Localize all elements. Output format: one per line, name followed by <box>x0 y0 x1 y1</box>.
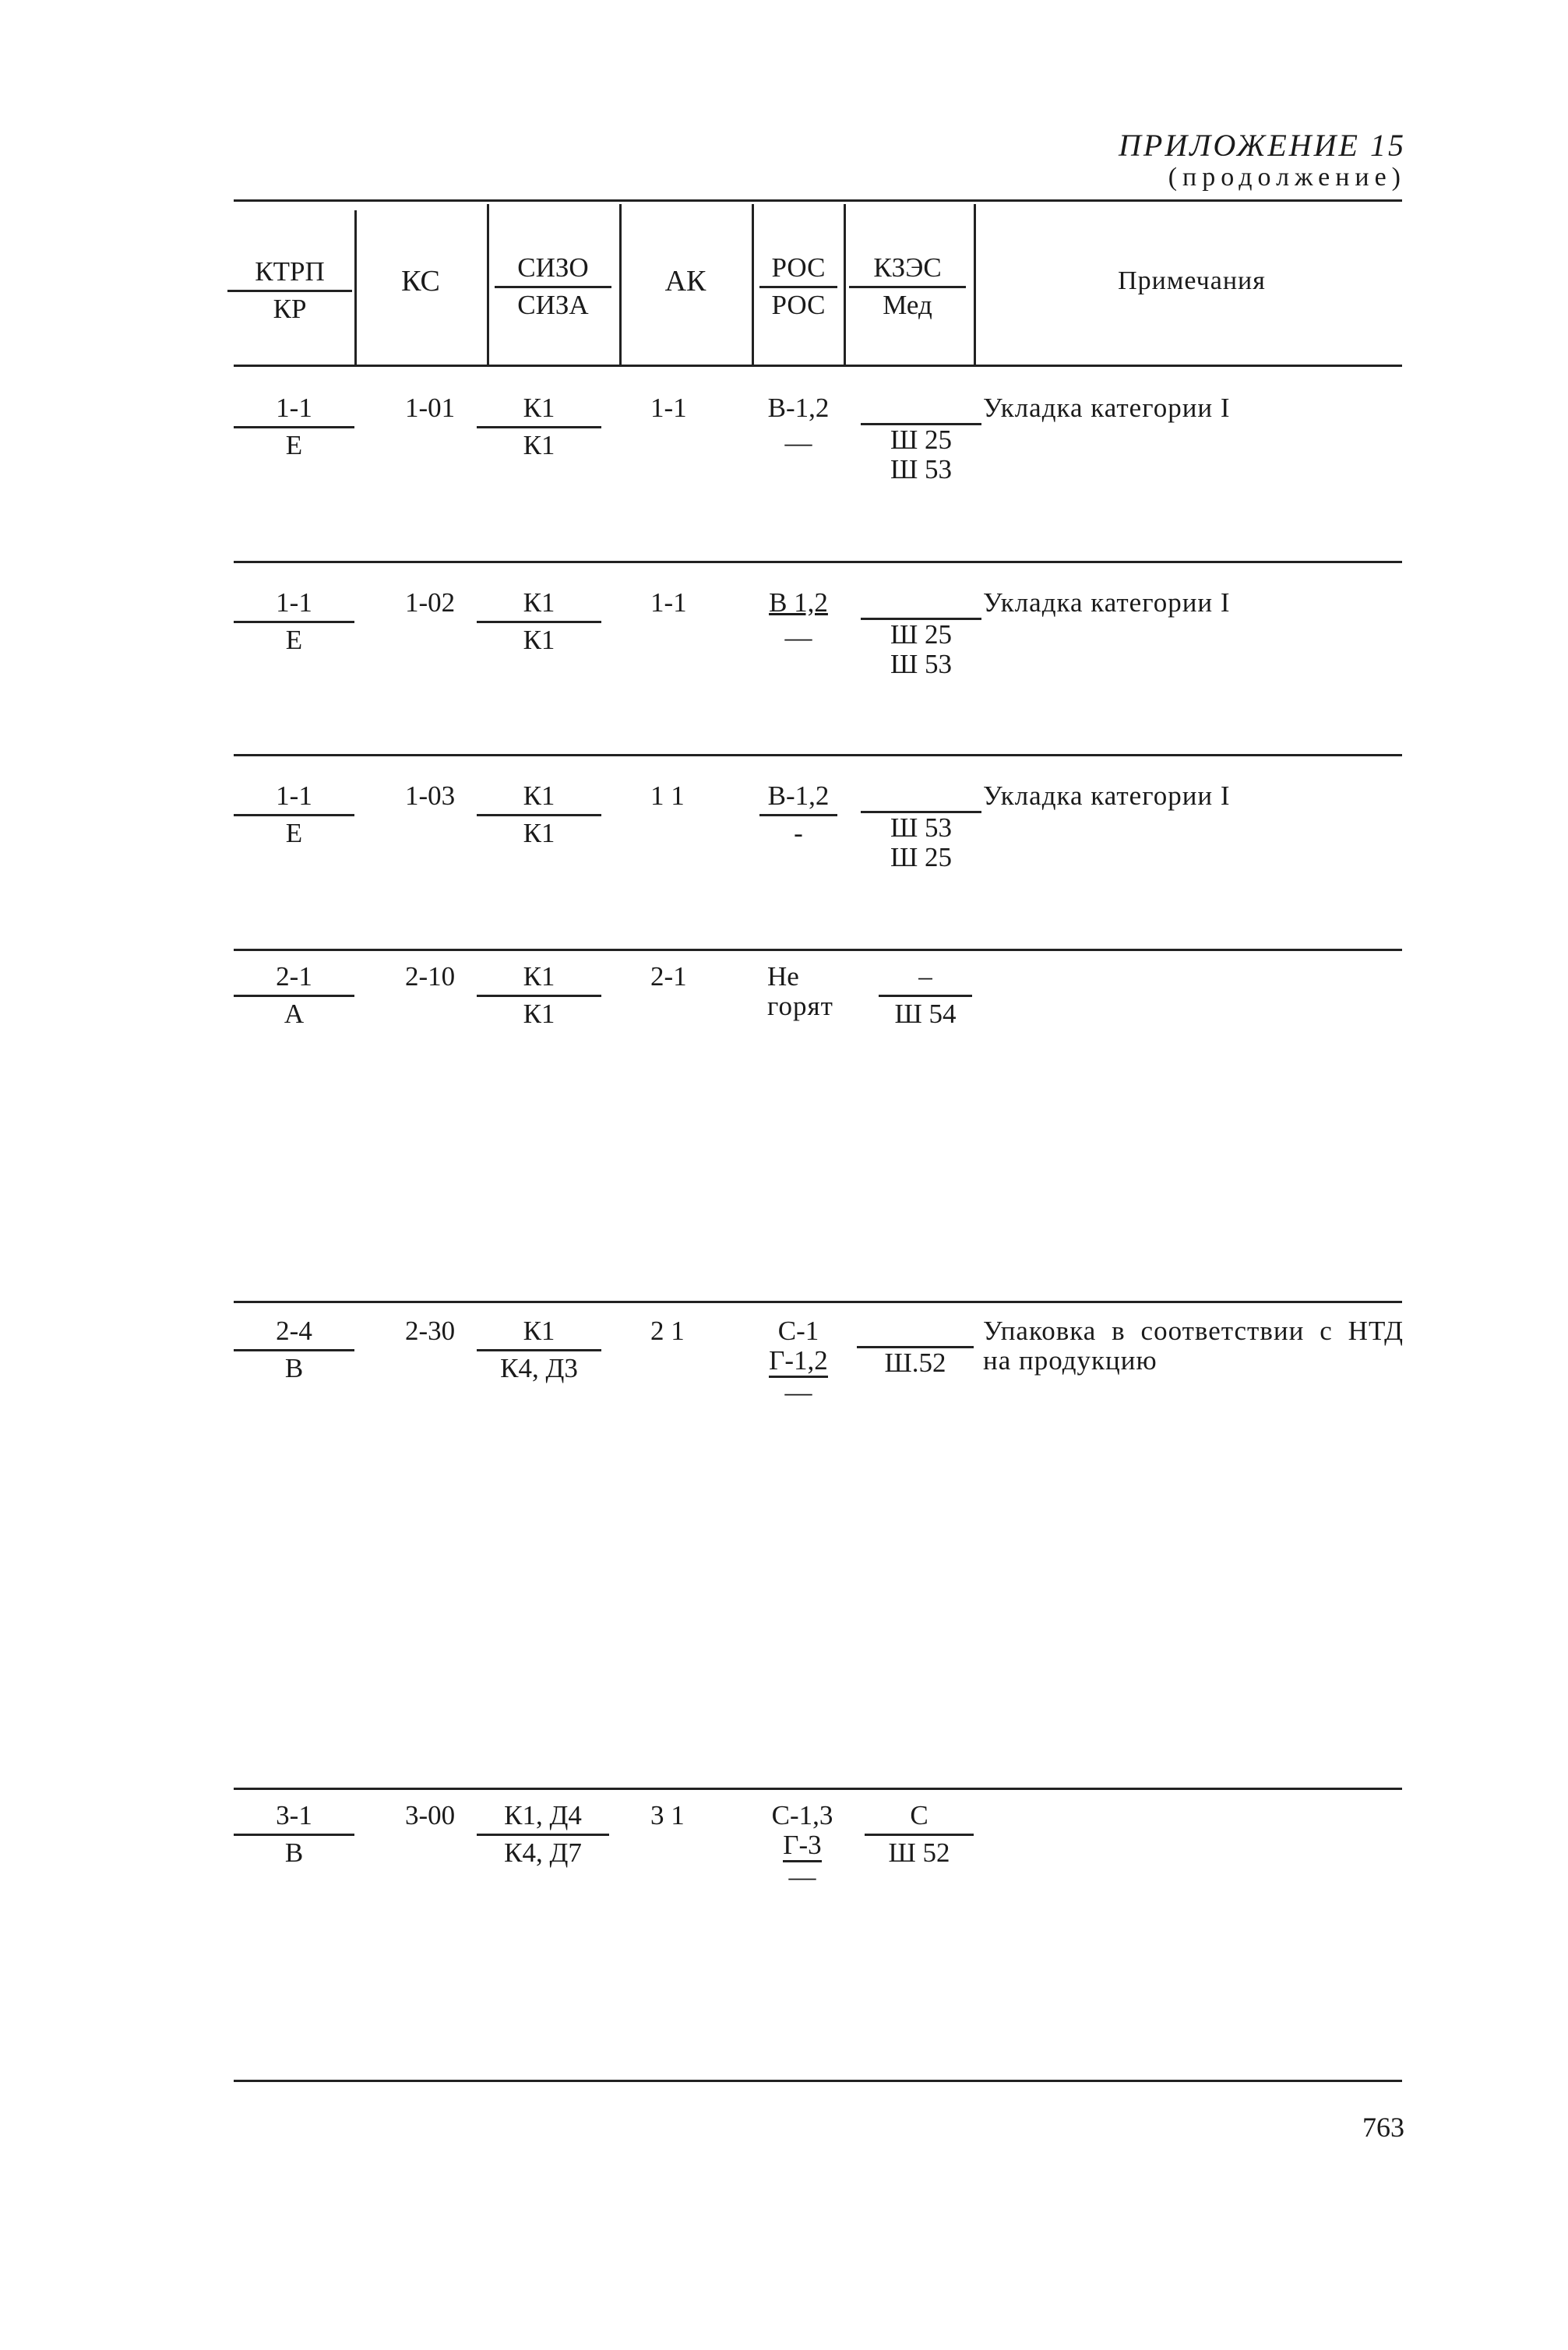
column-header-sizo: СИЗО <box>495 253 611 288</box>
column-header-kzes: КЗЭС <box>849 253 966 288</box>
cell-note: Укладка категории I <box>983 587 1231 618</box>
cell-ktrp-kr <box>234 1801 354 1868</box>
row-rule <box>234 1788 1402 1790</box>
page-number: 763 <box>1362 2112 1404 2143</box>
cell-sizo-siza <box>477 1316 601 1383</box>
row-rule <box>234 561 1402 563</box>
column-header-ros-den: РОС <box>771 290 826 320</box>
cell-ak: 1 1 <box>650 780 685 811</box>
cell-med: Ш 25 <box>890 425 953 455</box>
cell-kr: Е <box>285 430 303 460</box>
cell-ks: 2-10 <box>405 961 456 992</box>
cell-ros-text <box>767 962 833 1021</box>
cell-kzes: С <box>865 1801 974 1836</box>
cell-siza: К1 <box>523 818 555 848</box>
cell-ros-num: В-1,2 <box>767 393 830 423</box>
cell-sizo-siza <box>477 781 601 848</box>
cell-ros-num: В 1,2 <box>769 587 828 618</box>
cell-med: Ш 25 <box>890 619 953 650</box>
header-divider <box>844 204 846 366</box>
cell-ros-num: В-1,2 <box>759 781 837 816</box>
column-header-notes: Примечания <box>1118 266 1266 295</box>
cell-ros-num: С-1 <box>777 1316 819 1346</box>
cell-kzes <box>857 1316 974 1348</box>
cell-med-2: Ш 53 <box>890 649 953 679</box>
cell-kzes-med <box>865 1801 974 1868</box>
cell-ktrp: 3-1 <box>234 1801 354 1836</box>
cell-note: Укладка категории I <box>983 393 1231 423</box>
cell-siza: К1 <box>523 999 555 1029</box>
cell-ros-text <box>759 1316 837 1408</box>
header-divider <box>487 204 489 366</box>
column-header-kr: КР <box>273 294 307 324</box>
row-rule <box>234 754 1402 756</box>
cell-sizo-siza <box>477 588 601 655</box>
cell-note: Укладка категории I <box>983 780 1231 811</box>
cell-sizo: К1, Д4 <box>477 1801 609 1836</box>
cell-ros-den-2: — <box>788 1862 816 1892</box>
cell-sizo: К1 <box>477 588 601 623</box>
cell-ks: 2-30 <box>405 1316 456 1346</box>
column-header-sizo-siza <box>495 253 611 320</box>
cell-kzes <box>861 393 981 425</box>
cell-ros <box>759 588 837 653</box>
column-header-ros-num: РОС <box>759 253 837 288</box>
column-header-ktrp: КТРП <box>227 257 352 292</box>
header-divider <box>354 210 357 366</box>
cell-ktrp-kr <box>234 1316 354 1383</box>
cell-ak: 3 1 <box>650 1800 685 1830</box>
cell-ak: 2 1 <box>650 1316 685 1346</box>
cell-ak: 1-1 <box>650 393 687 423</box>
column-header-siza: СИЗА <box>517 290 589 320</box>
cell-siza: К1 <box>523 430 555 460</box>
cell-med: Ш.52 <box>884 1348 946 1378</box>
cell-note: Упаковка в соответствии с НТД на продукцию <box>983 1316 1404 1376</box>
cell-kr: В <box>284 1353 304 1383</box>
cell-sizo: К1 <box>477 781 601 816</box>
cell-ktrp-kr <box>234 588 354 655</box>
cell-kr: Е <box>285 625 303 655</box>
cell-kzes-med <box>861 588 981 679</box>
cell-sizo: К1 <box>477 962 601 997</box>
cell-med: Ш 54 <box>894 999 957 1029</box>
cell-ros-num: Не <box>767 961 799 992</box>
cell-ros-den: Г-1,2 <box>769 1346 828 1378</box>
column-header-med: Мед <box>883 290 932 320</box>
cell-kr: Е <box>285 818 303 848</box>
table-bottom-rule <box>234 2080 1402 2082</box>
cell-ktrp-kr <box>234 393 354 460</box>
row-rule <box>234 949 1402 951</box>
cell-ktrp: 2-1 <box>234 962 354 997</box>
cell-kzes-med <box>857 1316 974 1378</box>
row-rule <box>234 1301 1402 1303</box>
cell-kzes-med <box>861 781 981 872</box>
cell-ros-den: — <box>784 428 812 458</box>
cell-kzes <box>861 781 981 813</box>
cell-ks: 1-01 <box>405 393 456 423</box>
cell-ros-den-2: — <box>784 1377 812 1408</box>
cell-ktrp: 1-1 <box>234 393 354 428</box>
appendix-subtitle: (продолжение) <box>1168 163 1406 192</box>
header-divider <box>974 204 976 366</box>
cell-kr: А <box>284 999 305 1029</box>
cell-med: Ш 52 <box>888 1837 950 1868</box>
header-bottom-rule <box>234 365 1402 367</box>
cell-sizo-siza <box>477 1801 609 1868</box>
cell-siza: К4, Д3 <box>500 1353 578 1383</box>
cell-ros-den: — <box>784 622 812 653</box>
cell-med: Ш 53 <box>890 812 953 843</box>
cell-ak: 1-1 <box>650 587 687 618</box>
cell-ks: 3-00 <box>405 1800 456 1830</box>
cell-ros <box>759 393 837 458</box>
cell-sizo-siza <box>477 393 601 460</box>
cell-ros-den: Г-3 <box>783 1830 821 1862</box>
column-header-ktrp-kr <box>227 257 352 324</box>
cell-med-2: Ш 53 <box>890 454 953 484</box>
cell-kzes: – <box>879 962 972 997</box>
column-header-ak: АК <box>664 265 706 298</box>
cell-ros-text <box>759 1801 845 1892</box>
table-top-rule <box>234 199 1402 202</box>
cell-kzes <box>861 588 981 620</box>
cell-med-2: Ш 25 <box>890 842 953 872</box>
cell-siza: К4, Д7 <box>504 1837 582 1868</box>
cell-ktrp-kr <box>234 781 354 848</box>
cell-ktrp: 2-4 <box>234 1316 354 1351</box>
cell-ros-den: горят <box>767 991 833 1021</box>
cell-kzes-med <box>861 393 981 484</box>
cell-kzes-med <box>879 962 972 1029</box>
cell-ks: 1-02 <box>405 587 456 618</box>
cell-ktrp: 1-1 <box>234 781 354 816</box>
appendix-title: ПРИЛОЖЕНИЕ 15 <box>1119 128 1406 163</box>
cell-ks: 1-03 <box>405 780 456 811</box>
cell-sizo: К1 <box>477 1316 601 1351</box>
cell-kr: В <box>284 1837 304 1868</box>
cell-ros-num: С-1,3 <box>771 1800 833 1830</box>
cell-ros <box>759 781 837 848</box>
cell-siza: К1 <box>523 625 555 655</box>
column-header-ks: КС <box>401 265 440 298</box>
cell-ak: 2-1 <box>650 961 687 992</box>
cell-ros-den: - <box>794 818 803 848</box>
header-divider <box>619 204 622 366</box>
column-header-ros <box>759 253 837 320</box>
header-divider <box>752 204 754 366</box>
column-header-kzes-med <box>849 253 966 320</box>
cell-ktrp-kr <box>234 962 354 1029</box>
cell-sizo-siza <box>477 962 601 1029</box>
cell-ktrp: 1-1 <box>234 588 354 623</box>
cell-sizo: К1 <box>477 393 601 428</box>
appendix-header <box>1119 129 1406 192</box>
